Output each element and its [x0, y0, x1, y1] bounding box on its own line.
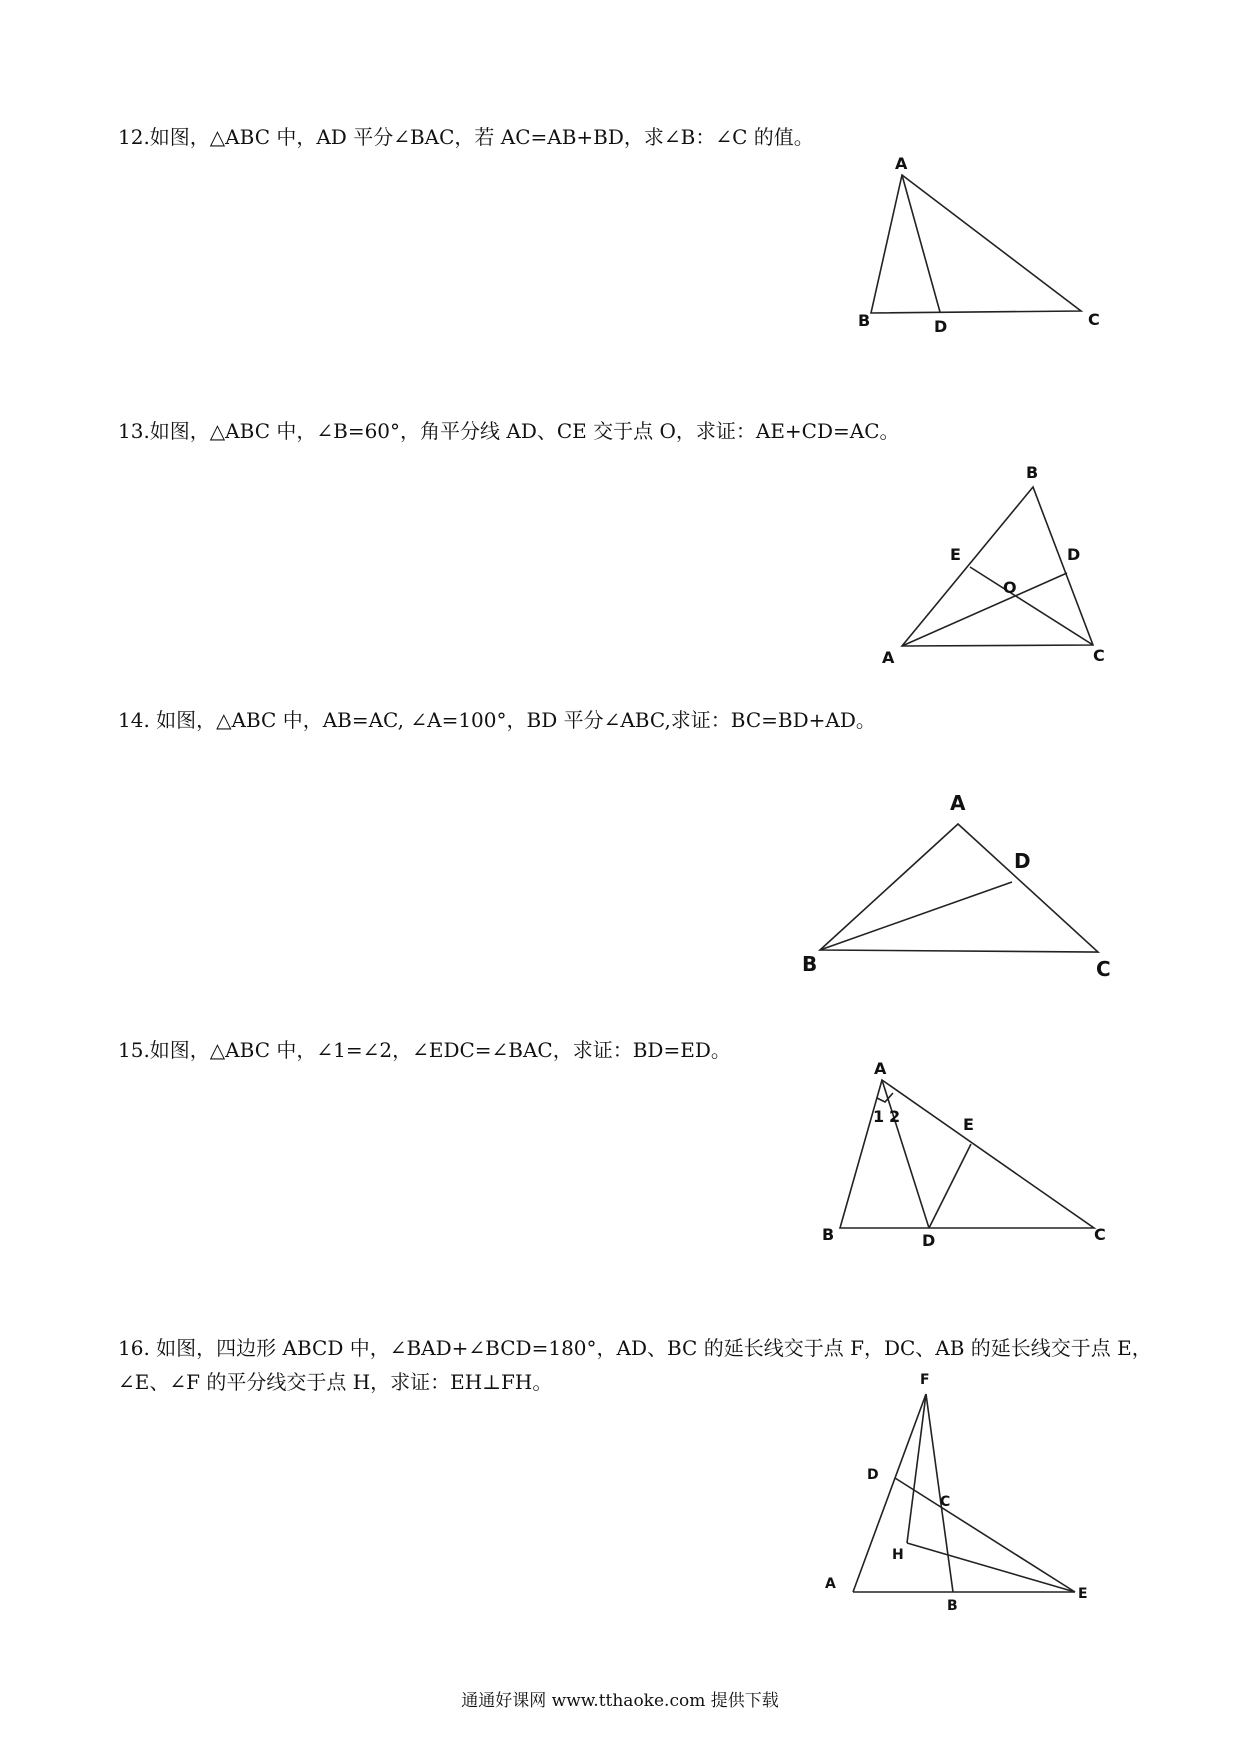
- label-d: D: [1014, 849, 1031, 873]
- footer-source: 通通好课网 www.tthaoke.com 提供下载: [461, 1691, 779, 1711]
- label-angle-2: 2: [889, 1107, 901, 1126]
- bisector-eh: [907, 1543, 1075, 1592]
- label-c: C: [1093, 646, 1105, 665]
- label-d: D: [934, 317, 948, 336]
- label-c: C: [1088, 310, 1100, 329]
- label-e: E: [950, 545, 961, 564]
- label-b: B: [947, 1598, 958, 1614]
- segment-ad: [902, 573, 1067, 646]
- triangle-abc: [902, 487, 1093, 646]
- label-a: A: [895, 154, 908, 173]
- problem-16-text-line-1: 16. 如图，四边形 ABCD 中，∠BAD+∠BCD=180°，AD、BC 的延长线交于点 F，DC、AB 的延长线交于点 E，: [118, 1336, 1152, 1360]
- label-a: A: [874, 1060, 887, 1078]
- figure-15-triangle: [820, 1060, 1130, 1250]
- label-a: A: [950, 791, 966, 815]
- figure-12-triangle: [840, 150, 1130, 340]
- label-b: B: [1026, 463, 1039, 482]
- label-angle-1: 1: [873, 1107, 885, 1126]
- label-c: C: [940, 1494, 951, 1510]
- label-o: O: [1003, 578, 1017, 597]
- segment-ad: [882, 1080, 929, 1228]
- bisector-fh: [907, 1394, 926, 1543]
- figure-13-triangle: [870, 460, 1130, 670]
- problem-16-text-line-2: ∠E、∠F 的平分线交于点 H，求证：EH⊥FH。: [118, 1370, 553, 1394]
- label-b: B: [822, 1225, 835, 1244]
- figure-16-quadrilateral: [810, 1370, 1130, 1620]
- segment-bd: [820, 882, 1012, 950]
- problem-15-text: 15.如图，△ABC 中，∠1=∠2，∠EDC=∠BAC，求证：BD=ED。: [118, 1038, 731, 1062]
- problem-14-text: 14. 如图，△ABC 中，AB=AC, ∠A=100°，BD 平分∠ABC,求证：BC=BD+AD。: [118, 708, 876, 732]
- label-c: C: [1094, 1225, 1106, 1244]
- figure-14-triangle: [790, 780, 1140, 1000]
- problem-13-text: 13.如图，△ABC 中，∠B=60°，角平分线 AD、CE 交于点 O，求证：AE+CD=AC。: [118, 419, 900, 443]
- label-f: F: [920, 1372, 930, 1388]
- label-b: B: [802, 952, 818, 976]
- segment-ad: [902, 175, 940, 312]
- segment-fb: [926, 1394, 953, 1592]
- label-d: D: [922, 1231, 936, 1250]
- triangle-abc: [871, 175, 1081, 313]
- angle-arc: [877, 1093, 893, 1102]
- label-e: E: [1078, 1586, 1088, 1602]
- triangle-abc: [820, 824, 1098, 952]
- segment-af: [853, 1394, 926, 1592]
- label-e: E: [963, 1115, 974, 1134]
- label-d: D: [867, 1467, 879, 1483]
- segment-de: [929, 1144, 971, 1228]
- label-a: A: [882, 648, 895, 667]
- label-c: C: [1096, 957, 1111, 981]
- segment-de: [895, 1478, 1075, 1592]
- triangle-abc: [840, 1080, 1094, 1228]
- segment-ce: [970, 567, 1093, 645]
- label-h: H: [892, 1547, 904, 1563]
- label-d: D: [1067, 545, 1081, 564]
- label-a: A: [825, 1576, 836, 1592]
- problem-12-text: 12.如图，△ABC 中，AD 平分∠BAC，若 AC=AB+BD，求∠B：∠C 的值。: [118, 125, 814, 149]
- label-b: B: [858, 311, 871, 330]
